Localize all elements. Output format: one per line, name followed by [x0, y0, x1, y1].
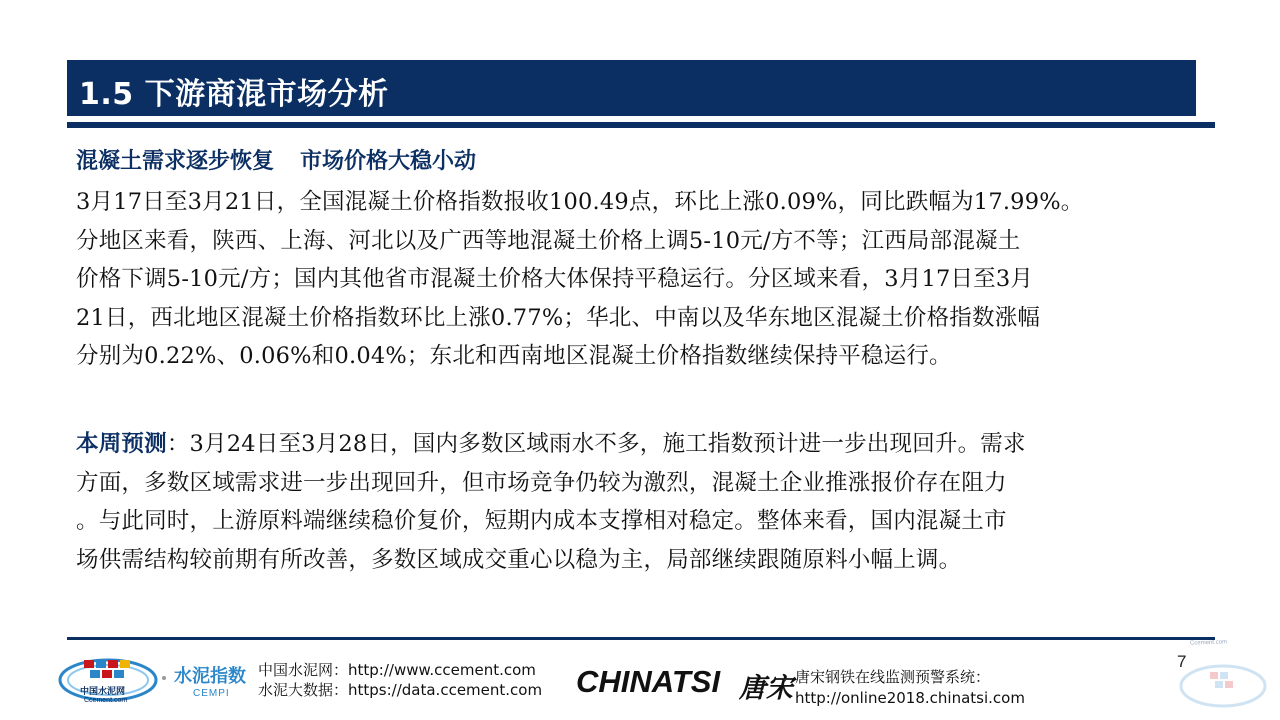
forecast-first-line	[76, 425, 1206, 464]
ccement-logo-text: 中国水泥网	[80, 686, 126, 696]
ccement-link[interactable]: 中国水泥网：http://www.ccement.com	[258, 661, 536, 679]
monitor-system-link[interactable]: http://online2018.chinatsi.com	[795, 689, 1025, 707]
paragraph-line: 分别为0.22%、0.06%和0.04%；东北和西南地区混凝土价格指数继续保持平稳运行。	[76, 343, 952, 370]
slide-title: 1.5 下游商混市场分析	[79, 77, 389, 112]
tangsong-logo: 唐宋	[739, 673, 793, 704]
corner-watermark-logo	[1168, 650, 1268, 714]
logo-separator-dot	[162, 676, 166, 680]
paragraph-line: 。与此同时，上游原料端继续稳价复价，短期内成本支撑相对稳定。整体来看，国内混凝土市	[76, 508, 1007, 535]
slide-title-bar	[67, 60, 1196, 116]
weekly-forecast-paragraph	[76, 425, 1206, 579]
market-summary-paragraph	[76, 183, 1206, 376]
ccement-logo-subtext: Ccement.com	[84, 697, 128, 704]
section-subtitle	[76, 144, 476, 175]
forecast-lead-label: 本周预测	[76, 431, 167, 457]
paragraph-line: 分地区来看，陕西、上海、河北以及广西等地混凝土价格上调5-10元/方不等；江西局部混凝土	[76, 227, 1021, 254]
forecast-first-line-text: ：3月24日至3月28日，国内多数区域雨水不多，施工指数预计进一步出现回升。需求	[166, 431, 1026, 457]
paragraph-line: 3月17日至3月21日，全国混凝土价格指数报收100.49点，环比上涨0.09%，同比跌幅为17.99%。	[76, 189, 1084, 215]
corner-watermark-label: Ccement.com	[1189, 639, 1228, 647]
title-underline	[67, 122, 1215, 128]
monitor-system-info	[795, 667, 1025, 709]
footer-rule	[67, 637, 1215, 640]
subtitle-left: 混凝土需求逐步恢复	[76, 149, 275, 174]
subtitle-right: 市场价格大稳小动	[300, 149, 477, 174]
cempi-logo-subtext: CEMPI	[193, 688, 230, 699]
monitor-system-label: 唐宋钢铁在线监测预警系统：	[795, 668, 991, 686]
paragraph-line: 场供需结构较前期有所改善，多数区域成交重心以稳为主，局部继续跟随原料小幅上调。	[76, 546, 962, 573]
page-number: 7	[1177, 652, 1187, 671]
paragraph-line: 价格下调5-10元/方；国内其他省市混凝土价格大体保持平稳运行。分区域来看，3月17日至3月	[76, 266, 1034, 293]
paragraph-line: 方面，多数区域需求进一步出现回升，但市场竞争仍较为激烈，混凝土企业推涨报价存在阻力	[76, 469, 1007, 496]
cempi-logo-text: 水泥指数	[174, 666, 246, 687]
footer-links	[258, 660, 542, 700]
data-ccement-link[interactable]: 水泥大数据：https://data.ccement.com	[258, 681, 543, 699]
chinatsi-logo: CHINATSI	[576, 664, 721, 699]
paragraph-line: 21日，西北地区混凝土价格指数环比上涨0.77%；华北、中南以及华东地区混凝土价格指数涨幅	[76, 304, 1041, 331]
